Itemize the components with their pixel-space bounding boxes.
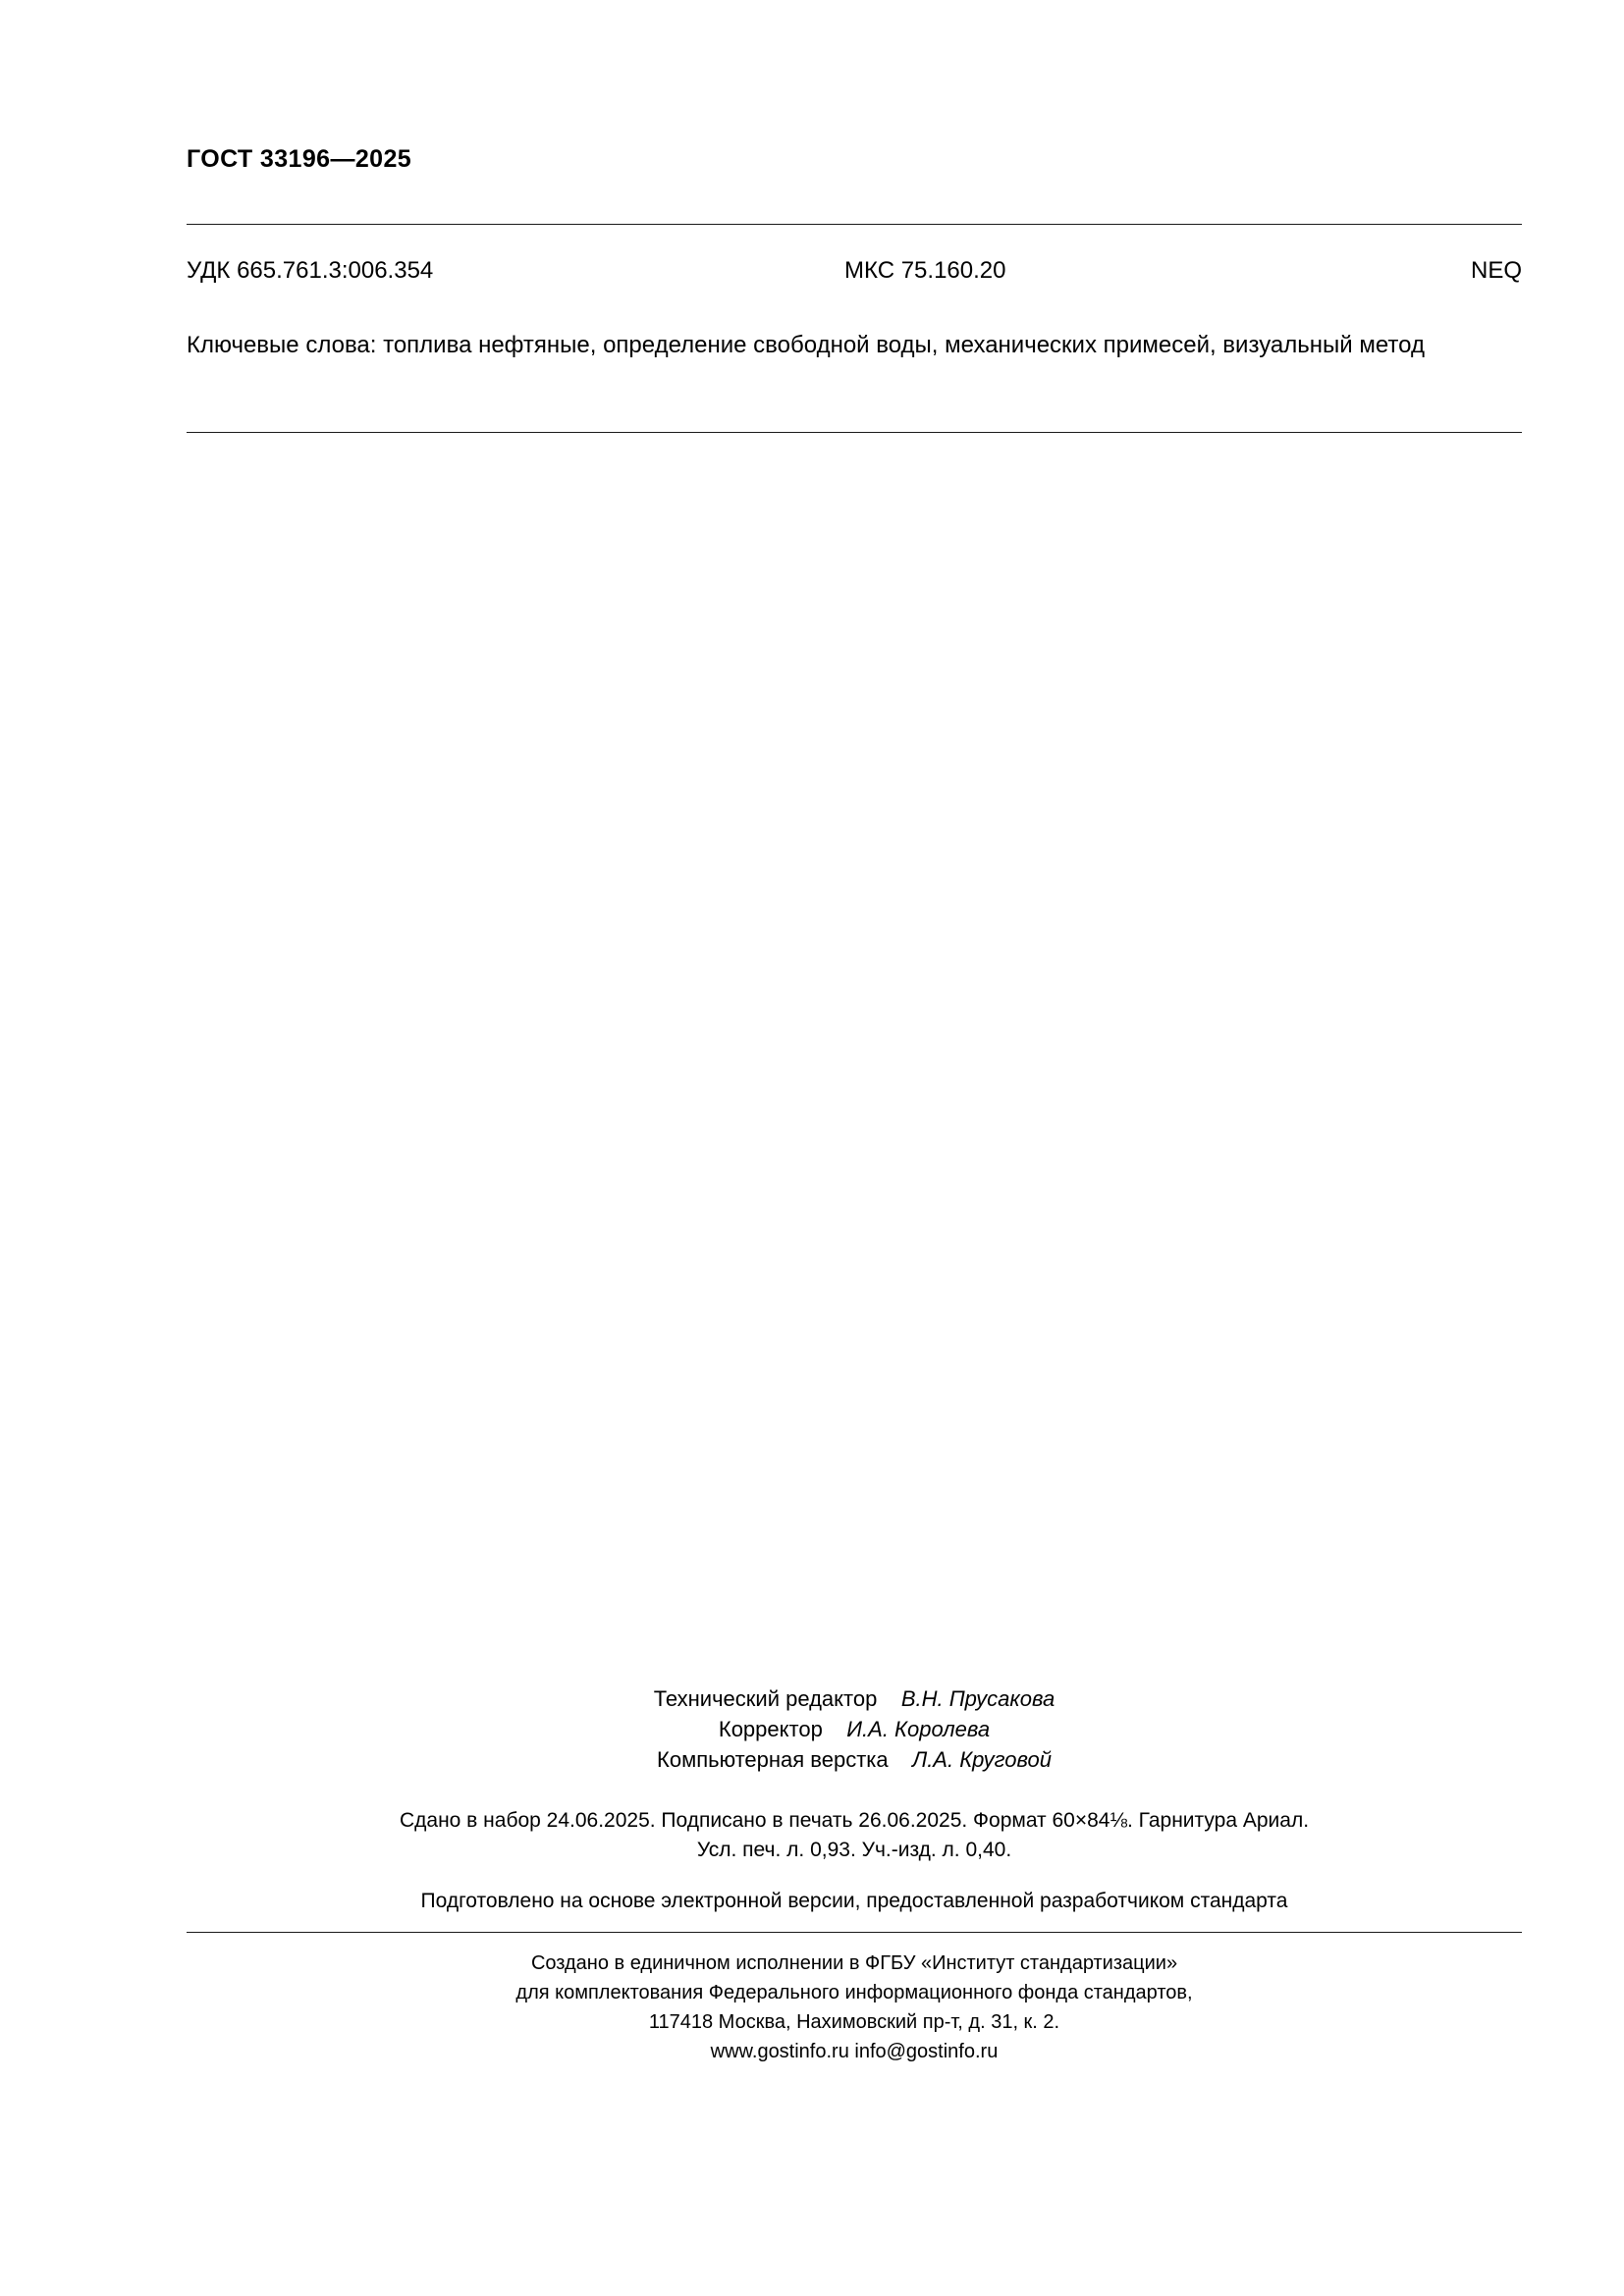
divider-bottom: [187, 432, 1522, 433]
mks-code: МКС 75.160.20: [844, 257, 1006, 284]
print-info-block: [187, 1806, 1522, 1866]
page-content: [187, 0, 1522, 2296]
footer-contacts: www.gostinfo.ru info@gostinfo.ru: [710, 2041, 999, 2062]
corrector-line: [187, 1714, 1522, 1744]
layout-label: Компьютерная верстка: [657, 1747, 889, 1773]
footer-line-1: Создано в единичном исполнении в ФГБУ «Институт стандартизации»: [530, 1952, 1178, 1974]
footer-line-2: для комплектования Федерального информационного фонда стандартов,: [515, 1982, 1193, 2003]
footer-line-3: 117418 Москва, Нахимовский пр-т, д. 31, к. 2.: [648, 2011, 1060, 2033]
imprint-block: [187, 1683, 1522, 1776]
standard-number-header: ГОСТ 33196—2025: [187, 145, 412, 173]
divider-top: [187, 224, 1522, 225]
corrector-name: И.А. Королева: [846, 1717, 991, 1742]
divider-footer: [187, 1932, 1522, 1933]
udk-code: УДК 665.761.3:006.354: [187, 257, 434, 284]
neq-code: NEQ: [1470, 257, 1522, 284]
print-info-line-1: Сдано в набор 24.06.2025. Подписано в печать 26.06.2025. Формат 60×84⅛. Гарнитура Ариал.: [399, 1809, 1310, 1832]
tech-editor-label: Технический редактор: [653, 1686, 878, 1711]
classification-codes-row: [187, 257, 1522, 285]
layout-line: [187, 1744, 1522, 1775]
print-info-line-2: Усл. печ. л. 0,93. Уч.-изд. л. 0,40.: [696, 1839, 1012, 1862]
tech-editor-line: [187, 1683, 1522, 1714]
print-note: Подготовлено на основе электронной версии, предоставленной разработчиком стандарта: [420, 1890, 1288, 1912]
layout-name: Л.А. Круговой: [912, 1747, 1052, 1773]
footer-block: [187, 1949, 1522, 2066]
corrector-label: Корректор: [718, 1717, 823, 1742]
tech-editor-name: В.Н. Прусакова: [900, 1686, 1056, 1711]
keywords-paragraph: Ключевые слова: топлива нефтяные, определение свободной воды, механических примесей, визуальный метод: [187, 332, 1425, 358]
